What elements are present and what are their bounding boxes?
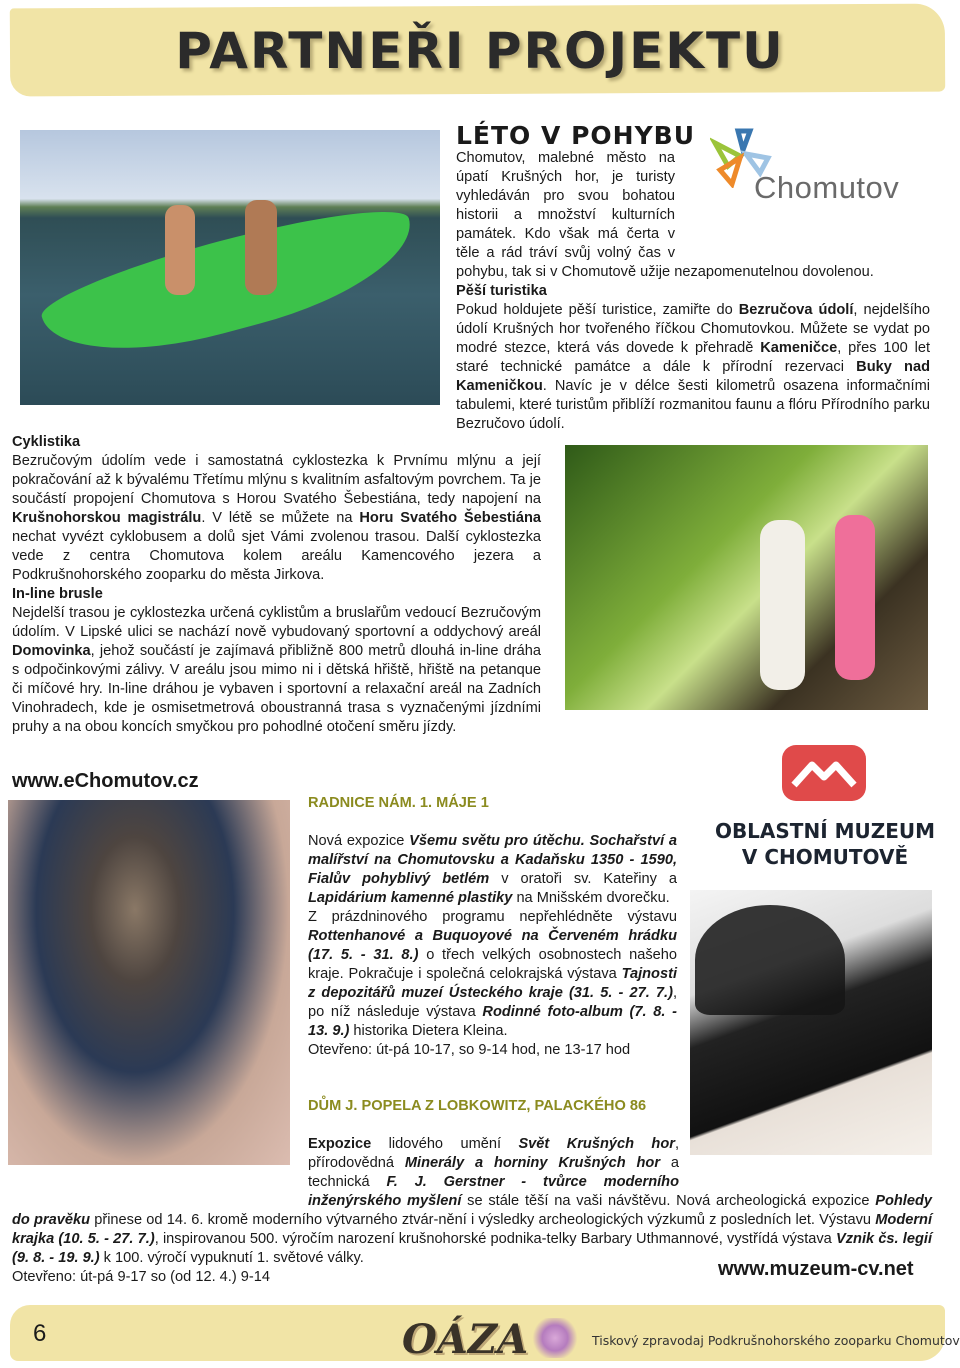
pesi-heading: Pěší turistika [456,283,547,299]
pesi-text: Pokud holdujete pěší turistice, zamiřte do Bezručova údolí, nejdelšího údolí Krušných hor tvořeného říčkou Chomutovkou. Můžete se vydat po modré stezce, která vás dovede k přehradě Kameničce, přes 100 let staré technické památce a dále k přírodní rezervaci Buky nad Kameničkou. Navíc je v délce šesti kilometrů osazena informačními tabulemi, které turistům přiblíží rozmanitou faunu a flóru Přírodního parku Bezručovo údolí. [456,302,931,432]
radnice-hours: Otevřeno: út-pá 10-17, so 9-14 hod, ne 13-17 hod [308,1042,631,1058]
dum-hours: Otevřeno: út-pá 9-17 so (od 12. 4.) 9-14 [12,1269,270,1285]
radnice-text: Nová expozice Všemu světu pro útěchu. Sochařství a malířství na Chomutovsku a Kadaňsku 1350 - 1590, Fialův pohyblivý betlém v oratoři sv. Kateřiny a Lapidárium kamenné plastiky na Mnišském dvorečku. Z prázdninového programu nepřehlédněte výstavu Rottenhanové a Buquoyové na Červeném hrádku (17. 5. - 31. 8.) o třech velkých osobnostech našeho kraje. Pokračuje i společná celokrajská výstava Tajnosti z depozitářů muzeí Ústeckého kraje (31. 5. - 27. 7.), po níž následuje výstava Rodinné foto-album (7. 8. - 13. 9.) historika Dietera Kleina. Otevřeno: út-pá 10-17, so 9-14 hod, ne 13-17 hod [308,833,677,1058]
cyklistika-section [12,433,541,737]
dum-text: Expozice lidového umění Svět Krušných hor, přírodovědná Minerály a horniny Krušných hor a technická F. J. Gerstner - tvůrce moderního inženýrského myšlení se stále těší na vaši návštěvu. Nová archeologická expozice Pohledy do pravěku přinese od 14. 6. kromě moderního výtvarného ztvár-nění i výsledky archeologických výzkumů z posledních let. Výstavu Moderní krajka (10. 5. - 27. 7.), inspirovanou 500. výročím narození krušnohorské podnika-telky Barbary Uthmannové, vystřídá výstava Vznik čs. legií (9. 8. - 19. 9.) k 100. výročí vypuknutí 1. světové války. Otevřeno: út-pá 9-17 so (od 12. 4.) 9-14 [12,1136,933,1285]
photo-water-seesaw [20,130,440,405]
echomutov-link[interactable]: www.eChomutov.cz [12,770,199,792]
photo-inline-skaters [565,445,928,710]
photo-lady-umbrella [690,890,932,1155]
page-number: 6 [33,1320,47,1347]
cyklistika-text: Bezručovým údolím vede i samostatná cyklostezka k Prvnímu mlýnu a její pokračování až k bývalému Třetímu mlýnu s kvalitním asfaltovým povrchem. Ta je součástí propojení Chomutova s Horou Svatého Šebestiána, tedy napojení na Krušnohorskou magistrálu. V létě se můžete na Horu Svatého Šebestiána nechat vyvézt cyklobusem a dolů sjet Vámi zvolenou trasou. Další cyklostezka vede z centra Chomutova kolem areálu Kamencového jezera a Podkrušnohorského zooparku do města Jirkova. [12,453,541,583]
section-title-leto: LÉTO V POHYBU [456,121,696,150]
footer-tagline: Tiskový zpravodaj Podkrušnohorského zooparku Chomutov [592,1333,960,1348]
leto-intro: Chomutov, malebné město na úpatí Krušných hor, je turisty vyhledáván pro svou bohatou historii a množství kulturních památek. Kdo však má čerta v těle a rád tráví svůj volný čas v pohybu, tak si v Chomutově užije nezapomenutelnou dovolenou. [456,150,874,280]
mountain-icon [782,745,866,801]
cyklistika-heading: Cyklistika [12,434,81,450]
museum-logo [782,745,866,801]
inline-text: Nejdelší trasou je cyklostezka určená cyklistům a bruslařům vedoucí Bezručovým údolím. V Lipské ulici se nachází nově vybudovaný sportovní a oddychový areál Domovinka, jehož součástí je zajímavá přibližně 800 metrů dlouhá in-line dráha s odpočinkovými zálivy. V areálu jsou mimo ni i dětská hřiště, hřiště na petanque či míčové hry. In-line dráhou je vybaven i sportovní a relaxační areál na Zadních Vinohradech, kde je osmisetmetrová oboustranná trasa s vyznačenými jízdními pruhy a na obou koncích smyčkou pro pohodlné otočení směru jízdy. [12,605,541,735]
chomutov-logo-text: Chomutov [754,170,900,205]
inline-heading: In-line brusle [12,586,103,602]
museum-name: OBLASTNÍ MUZEUM V CHOMUTOVĚ [714,819,936,869]
portrait-drawing [8,800,290,1165]
oaza-logo: OÁZA [402,1316,529,1363]
leto-text [456,149,930,434]
page-title: PARTNEŘI PROJEKTU [175,22,785,80]
flower-icon [530,1318,580,1358]
muzeum-link[interactable]: www.muzeum-cv.net [718,1258,914,1280]
dum-heading: DŮM J. POPELA Z LOBKOWITZ, PALACKÉHO 86 [308,1098,647,1114]
radnice-heading: RADNICE NÁM. 1. MÁJE 1 [308,795,489,811]
